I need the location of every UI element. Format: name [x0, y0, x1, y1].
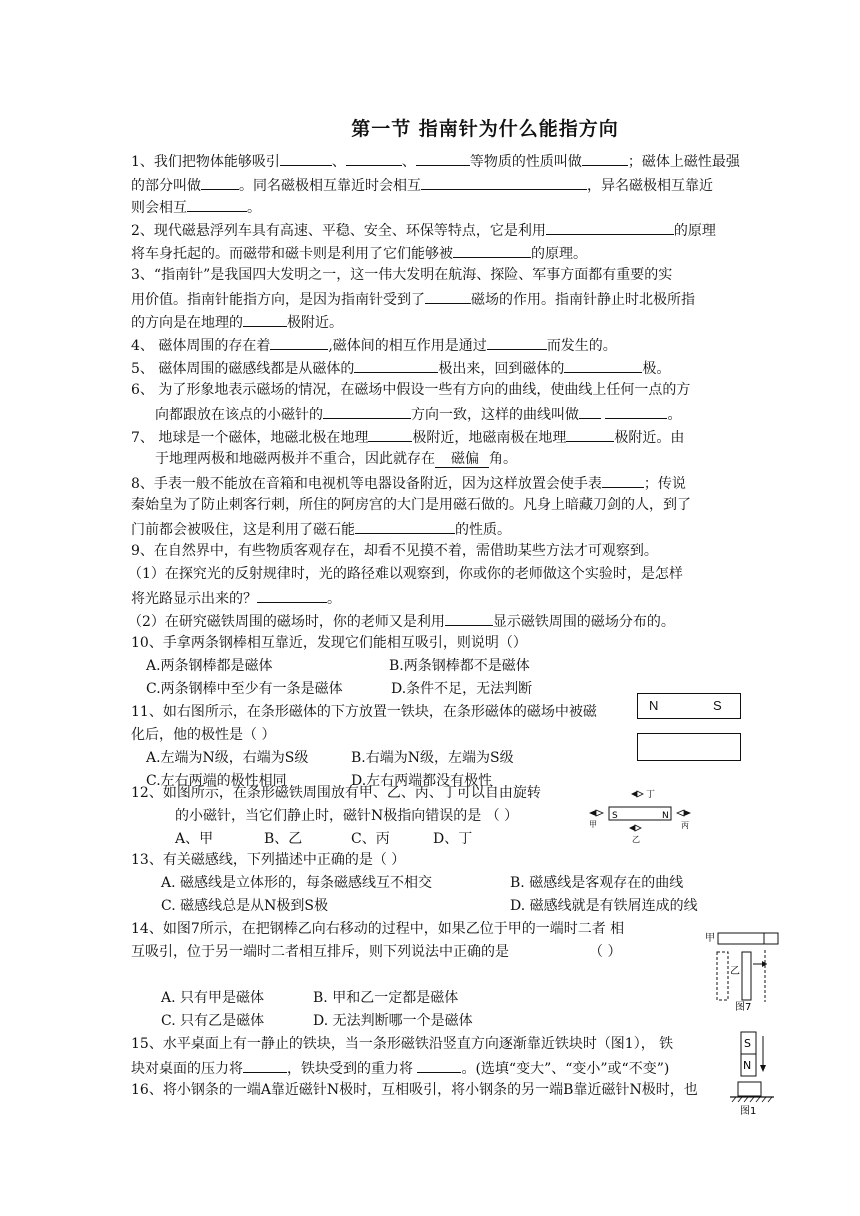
- blank[interactable]: [243, 1057, 287, 1073]
- blank[interactable]: [201, 174, 239, 190]
- q4-line: 4、 磁体周围的存在着 ,磁体间的相互作用是通过 而发生的。: [131, 334, 617, 354]
- q11-stem-line1: 11、如右图所示，在条形磁体的下方放置一铁块，在条形磁体的磁场中被磁: [131, 704, 597, 720]
- blank[interactable]: [602, 472, 644, 488]
- q13-option-c[interactable]: C. 磁感线总是从N极到S极: [161, 898, 328, 914]
- q1-line1: 1、我们把物体能够吸引 、 、 等物质的性质叫做 ；磁体上磁性最强: [131, 150, 740, 170]
- q11-option-c[interactable]: C.左右两端的极性相同: [146, 773, 287, 789]
- blank[interactable]: [564, 357, 642, 373]
- blank[interactable]: [487, 334, 547, 350]
- q2-line2: 将车身托起的。而磁带和磁卡则是利用了它们能够被 的原理。: [131, 242, 587, 262]
- blank[interactable]: [605, 403, 667, 419]
- q14-option-a[interactable]: A. 只有甲是磁体: [161, 990, 265, 1006]
- q2-line1: 2、现代磁悬浮列车具有高速、平稳、安全、环保等特点，它是利用 的原理: [131, 219, 716, 239]
- q3-line3: 的方向是在地理的 极附近。: [131, 311, 343, 331]
- compass-magnet-figure: [585, 788, 701, 846]
- fig7-yi-label: 乙: [730, 966, 740, 977]
- q12-stem-line2: 的小磁针，当它们静止时，磁针N极指向错误的是 （ ）: [175, 808, 519, 824]
- q10-option-d[interactable]: D.条件不足，无法判断: [391, 681, 533, 697]
- q15-line2: 块对桌面的压力将 ，铁块受到的重力将 。(选填“变大”、“变小”或“不变”): [131, 1057, 669, 1077]
- q7-line1: 7、 地球是一个磁体，地磁北极在地理 极附近，地磁南极在地理 极附近。由: [131, 426, 684, 446]
- blank[interactable]: [355, 518, 455, 534]
- blank[interactable]: [323, 403, 411, 419]
- fig1-caption: 图1: [740, 1106, 757, 1117]
- q15-line1: 15、水平桌面上有一静止的铁块，当一条形磁铁沿竖直方向逐渐靠近铁块时（图1）， 铁: [131, 1036, 674, 1052]
- figure-7: [703, 928, 783, 1014]
- needle-jia: [589, 810, 603, 816]
- figure-1: [728, 1026, 778, 1118]
- q9-line3: 将光路显示出来的？ 。: [131, 587, 341, 607]
- steel-bar-yi: [742, 952, 751, 1000]
- blank[interactable]: [566, 426, 614, 442]
- q1-line2: 的部分叫做 。同名磁极相互靠近时会相互 ，异名磁极相互靠近: [131, 174, 713, 194]
- fig12-n-label: N: [662, 811, 669, 821]
- needle-yi: [629, 825, 641, 831]
- magnet-n-label: N: [649, 698, 659, 713]
- q5-line: 5、 磁体周围的磁感线都是从磁体的 极出来，回到磁体的 极。: [131, 357, 670, 377]
- page-title: 第一节 指南针为什么能指方向: [351, 118, 619, 140]
- iron-block-figure: [637, 733, 741, 761]
- q14-option-d[interactable]: D. 无法判断哪一个是磁体: [313, 1013, 473, 1029]
- q11-option-a[interactable]: A.左端为N级，右端为S级: [146, 750, 309, 766]
- q8-line3: 门前都会被吸住，这是利用了磁石能 的性质。: [131, 518, 511, 538]
- blank[interactable]: [187, 196, 247, 212]
- q14-option-b[interactable]: B. 甲和乙一定都是磁体: [313, 990, 459, 1006]
- q3-line2: 用价值。指南针能指方向，是因为指南针受到了 磁场的作用。指南针静止时北极所指: [131, 288, 695, 308]
- iron-block: [738, 1082, 761, 1096]
- q14-stem-line1: 14、如图7所示，在把钢棒乙向右移动的过程中，如果乙位于甲的一端时二者 相: [131, 921, 625, 937]
- filled-answer: 磁偏: [435, 451, 489, 468]
- blank[interactable]: [354, 357, 438, 373]
- fig12-bing-label: 丙: [681, 821, 689, 830]
- q3-line1: 3、“指南针”是我国四大发明之一，这一伟大发明在航海、探险、军事方面都有重要的实: [131, 267, 673, 283]
- q12-stem-line1: 12、如图所示，在条形磁铁周围放有甲、乙、丙、丁可以自由旋转: [131, 785, 541, 801]
- blank[interactable]: [421, 174, 587, 190]
- blank[interactable]: [257, 587, 327, 603]
- q14-stem-line2: 互吸引，位于另一端时二者相互排斥，则下列说法中正确的是 （ ）: [131, 944, 622, 960]
- blank[interactable]: [416, 150, 470, 166]
- blank[interactable]: [270, 334, 328, 350]
- fig12-s-label: S: [612, 811, 618, 821]
- blank[interactable]: [368, 426, 412, 442]
- q13-stem: 13、有关磁感线，下列描述中正确的是（ ）: [131, 852, 406, 868]
- fig12-jia-label: 甲: [589, 820, 597, 829]
- bar-magnet-figure: [637, 693, 741, 719]
- q13-option-b[interactable]: B. 磁感线是客观存在的曲线: [510, 875, 684, 891]
- blank[interactable]: [445, 610, 493, 626]
- fig12-yi-label: 乙: [632, 835, 640, 844]
- q7-line2: 于地理两极和地磁两极并不重合，因此就存在 磁偏 角。: [155, 451, 517, 467]
- needle-bing: [677, 810, 691, 816]
- q13-option-a[interactable]: A. 磁感线是立体形的，每条磁感线互不相交: [161, 875, 433, 891]
- q12-option-c[interactable]: C、丙: [351, 831, 390, 847]
- q13-option-d[interactable]: D. 磁感线就是有铁屑连成的线: [510, 898, 698, 914]
- q10-option-c[interactable]: C.两条钢棒中至少有一条是磁体: [146, 681, 343, 697]
- q10-option-a[interactable]: A.两条钢棒都是磁体: [146, 658, 273, 674]
- q9-line2: （1）在探究光的反射规律时，光的路径难以观察到，你或你的老师做这个实验时，是怎样: [128, 566, 683, 582]
- blank[interactable]: [243, 311, 287, 327]
- blank[interactable]: [425, 288, 471, 304]
- q6-line2: 向都跟放在该点的小磁针的 方向一致，这样的曲线叫做 。: [155, 403, 681, 423]
- q10-stem: 10、手拿两条钢棒相互靠近，发现它们能相互吸引，则说明（）: [131, 635, 527, 651]
- steel-bar-yi-ghost: [717, 952, 728, 1000]
- q11-option-b[interactable]: B.右端为N级，左端为S级: [351, 750, 514, 766]
- q12-option-a[interactable]: A、甲: [175, 831, 214, 847]
- q8-line2: 秦始皇为了防止刺客行刺，所住的阿房宫的大门是用磁石做的。凡身上暗藏刀剑的人，到了: [131, 497, 691, 513]
- steel-bar-jia: [718, 933, 778, 944]
- q12-option-d[interactable]: D、丁: [433, 831, 473, 847]
- fig12-ding-label: 丁: [646, 790, 656, 800]
- q1-line3: 则会相互 。: [131, 196, 261, 216]
- q11-option-d[interactable]: D.左右两端都没有极性: [351, 773, 493, 789]
- q10-option-b[interactable]: B.两条钢棒都不是磁体: [389, 658, 530, 674]
- blank[interactable]: [579, 403, 601, 419]
- magnet-s-label: S: [713, 698, 722, 713]
- fig1-s-label: S: [744, 1037, 751, 1050]
- q12-option-b[interactable]: B、乙: [264, 831, 303, 847]
- q14-option-c[interactable]: C. 只有乙是磁体: [161, 1013, 265, 1029]
- fig7-jia-label: 甲: [705, 933, 715, 944]
- blank[interactable]: [453, 242, 531, 258]
- blank[interactable]: [346, 150, 402, 166]
- blank[interactable]: [546, 219, 674, 235]
- q11-stem-line2: 化后，他的极性是（ ）: [131, 727, 276, 743]
- blank[interactable]: [582, 150, 628, 166]
- q9-line4: （2）在研究磁铁周围的磁场时，你的老师又是利用 显示磁铁周围的磁场分布的。: [128, 610, 675, 630]
- fig7-caption: 图7: [735, 1002, 752, 1013]
- blank[interactable]: [417, 1057, 461, 1073]
- fig1-n-label: N: [743, 1059, 752, 1072]
- blank[interactable]: [280, 150, 332, 166]
- q8-line1: 8、手表一般不能放在音箱和电视机等电器设备附近，因为这样放置会使手表 ；传说: [131, 472, 686, 492]
- needle-ding: [631, 791, 643, 797]
- q9-line1: 9、在自然界中，有些物质客观存在，却看不见摸不着，需借助某些方法才可观察到。: [131, 543, 658, 559]
- q16-line1: 16、将小钢条的一端A靠近磁针N极时，互相吸引，将小钢条的另一端B靠近磁针N极时，也: [131, 1082, 698, 1098]
- q6-line1: 6、 为了形象地表示磁场的情况，在磁场中假设一些有方向的曲线，使曲线上任何一点的方: [131, 382, 691, 398]
